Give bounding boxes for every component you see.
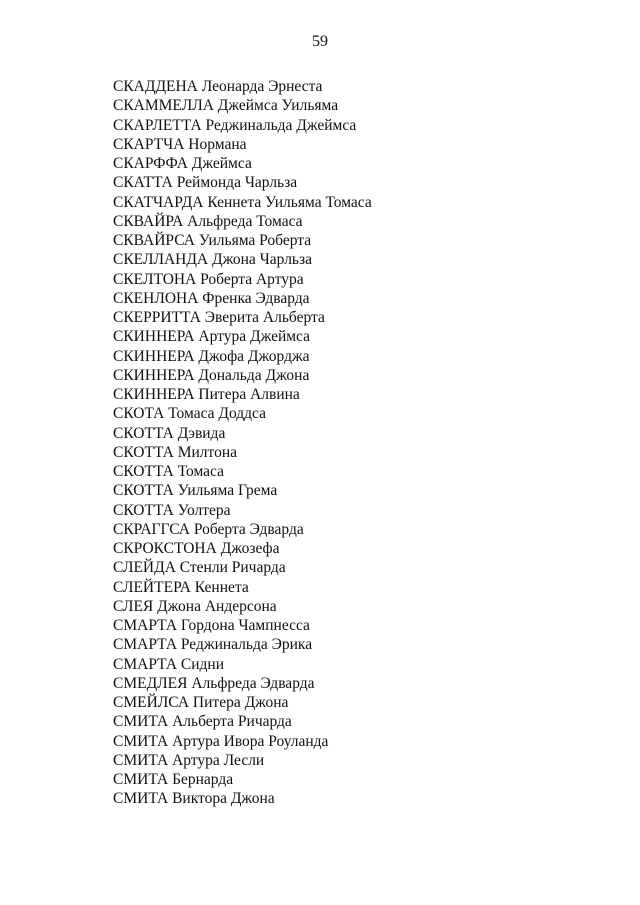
list-item: СМАРТА Сидни	[113, 655, 224, 673]
list-item: СМАРТА Реджинальда Эрика	[113, 636, 313, 654]
list-item: СМАРТА Гордона Чампнесса	[113, 617, 310, 634]
list-item: СКИННЕРА Питера Алвина	[113, 386, 300, 403]
list-item: СКАММЕЛЛА Джеймса Уильяма	[113, 97, 339, 115]
list-item: СКОТТА Дэвида	[113, 424, 226, 442]
list-item: СМЕДЛЕЯ Альфреда Эдварда	[113, 674, 315, 692]
page-number: 59	[312, 33, 328, 50]
list-item: СКОТТА Милтона	[113, 443, 238, 461]
list-item: СМИТА Артура Ивора Роуланда	[113, 732, 329, 750]
name-list	[113, 77, 372, 809]
list-item: СКИННЕРА Артура Джеймса	[113, 328, 311, 346]
list-item: СКОТТА Уолтера	[113, 501, 231, 519]
list-item: СКЕЛЛАНДА Джона Чарльза	[113, 251, 312, 269]
list-item: СКОТТА Уильяма Грема	[113, 482, 278, 500]
list-item: СКРАГГСА Роберта Эдварда	[113, 520, 304, 538]
list-item: СКАТЧАРДА Кеннета Уильяма Томаса	[113, 193, 372, 211]
list-item: СКАТТА Реймонда Чарльза	[113, 174, 298, 192]
list-item: СКОТТА Томаса	[113, 463, 225, 480]
list-item: СМИТА Альберта Ричарда	[113, 713, 292, 731]
list-item: СКАРТЧА Нормана	[113, 135, 247, 153]
list-item: СЛЕЙТЕРА Кеннета	[113, 578, 249, 596]
list-item: СКЕНЛОНА Френка Эдварда	[113, 289, 310, 307]
list-item: СМЕЙЛСА Питера Джона	[113, 694, 289, 711]
list-item: СКАРФФА Джеймса	[113, 155, 252, 172]
list-item: СКЕРРИТТА Эверита Альберта	[113, 309, 325, 326]
list-item: СКВАЙРА Альфреда Томаса	[113, 212, 303, 230]
list-item: СМИТА Виктора Джона	[113, 790, 275, 808]
list-item: СКРОКСТОНА Джозефа	[113, 540, 280, 557]
list-item: СМИТА Артура Лесли	[113, 751, 265, 769]
list-item: СКВАЙРСА Уильяма Роберта	[113, 232, 312, 249]
list-item: СЛЕЯ Джона Андерсона	[113, 597, 277, 615]
list-item: СКИННЕРА Джофа Джорджа	[113, 347, 310, 365]
list-item: СКОТА Томаса Доддса	[113, 405, 267, 423]
list-item: СКЕЛТОНА Роберта Артура	[113, 270, 304, 288]
list-item: СМИТА Бернарда	[113, 771, 234, 788]
list-item: СКАРЛЕТТА Реджинальда Джеймса	[113, 116, 357, 134]
list-item: СКАДДЕНА Леонарда Эрнеста	[113, 78, 323, 95]
list-item: СКИННЕРА Дональда Джона	[113, 366, 310, 384]
list-item: СЛЕЙДА Стенли Ричарда	[113, 559, 286, 577]
